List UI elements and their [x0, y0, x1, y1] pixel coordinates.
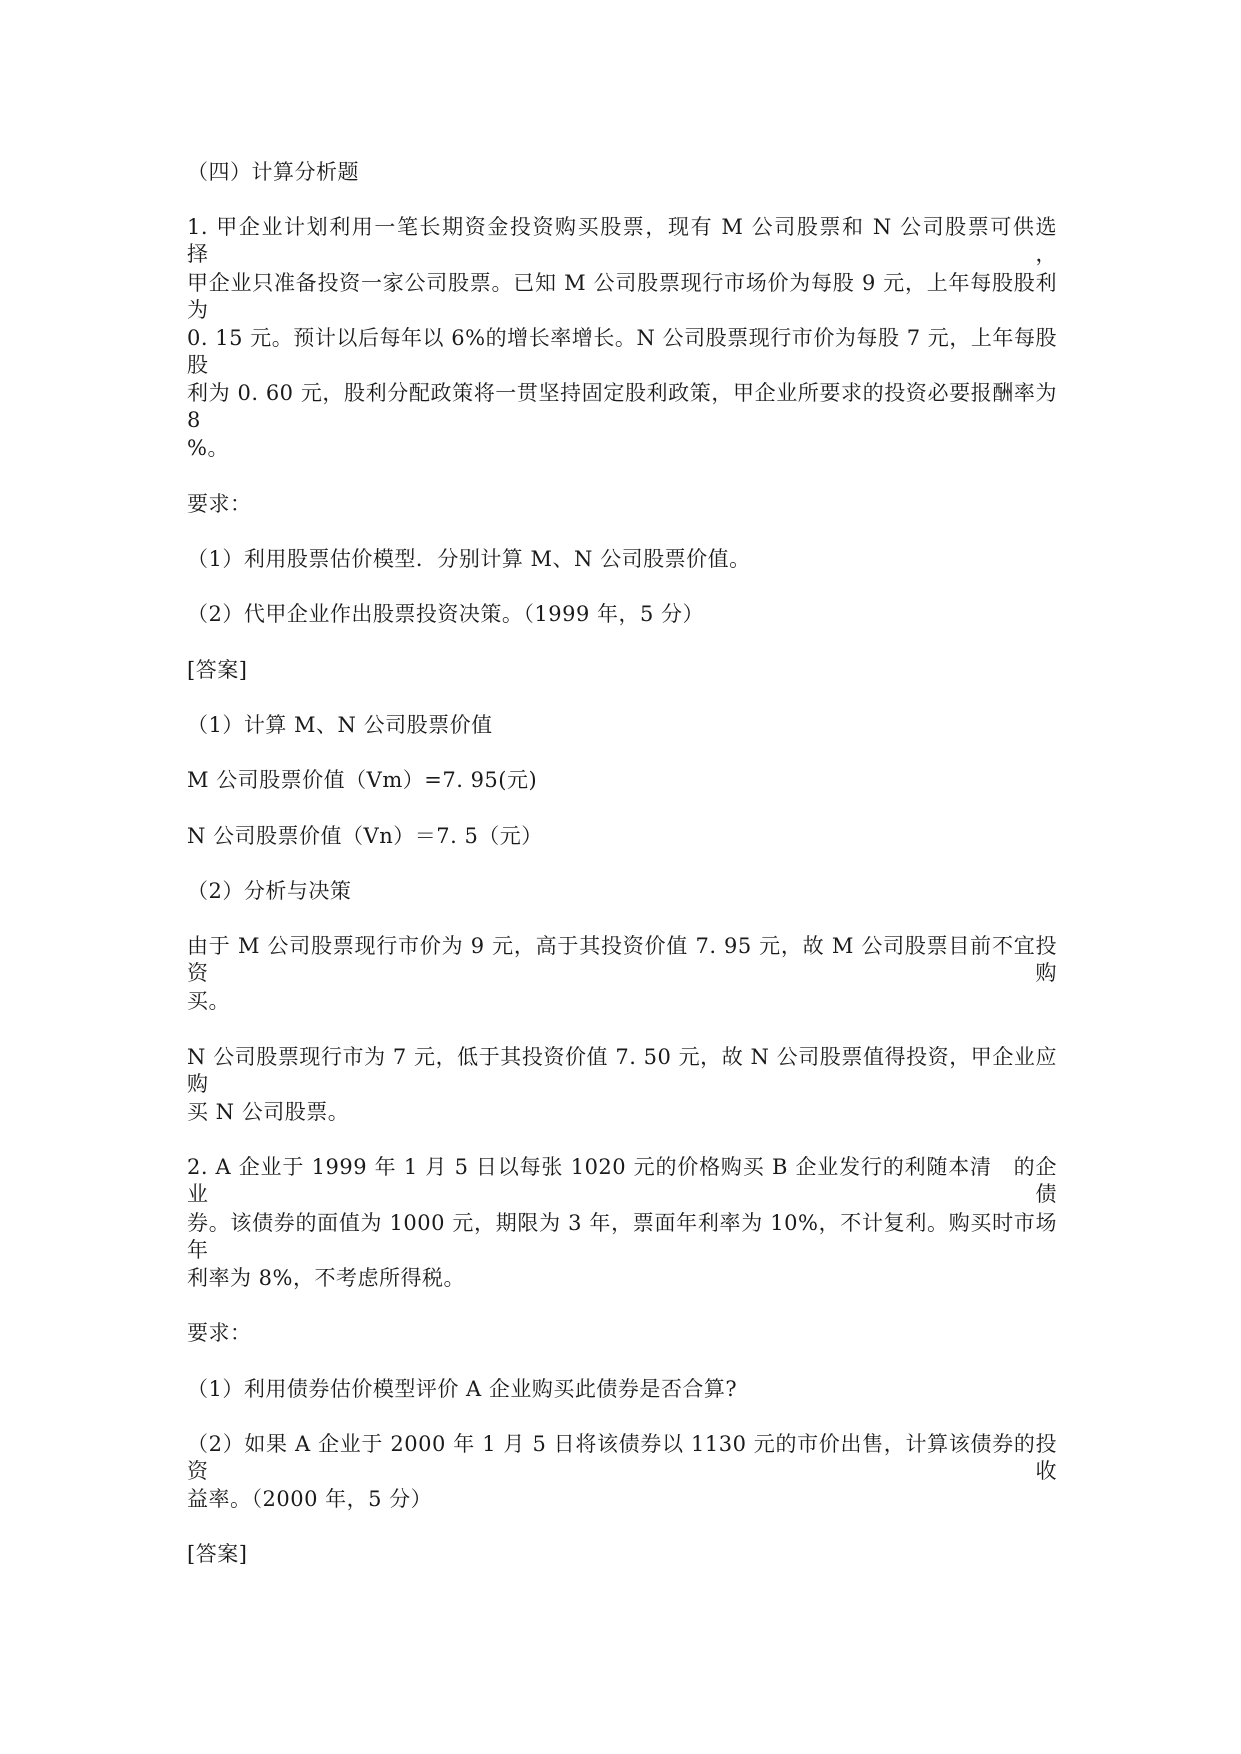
q1-text-line-3: 0. 15 元。预计以后每年以 6%的增长率增长。N 公司股票现行市价为每股 7 元，上年每股股 [187, 325, 1057, 377]
q2-requirement-2-line-1: （2）如果 A 企业于 2000 年 1 月 5 日将该债券以 1130 元的市价出售，计算该债券的投资收 [187, 1431, 1057, 1483]
q1-requirement-1: （1）利用股票估价模型．分别计算 M、N 公司股票价值。 [187, 547, 751, 572]
q2-requirements-label: 要求： [187, 1321, 252, 1346]
q1-answer-step-1: （1）计算 M、N 公司股票价值 [187, 712, 493, 737]
q2-text-line-3: 利率为 8%，不考虑所得税。 [187, 1265, 465, 1290]
q1-answer-m-line-1: 由于 M 公司股票现行市价为 9 元，高于其投资价值 7. 95 元，故 M 公司股票目前不宜投资购 [187, 934, 1057, 986]
q1-text-line-2: 甲企业只准备投资一家公司股票。已知 M 公司股票现行市场价为每股 9 元，上年每股股利为 [187, 270, 1057, 322]
q2-text-line-1: 2. A 企业于 1999 年 1 月 5 日以每张 1020 元的价格购买 B 企业发行的利随本清 的企业债 [187, 1155, 1057, 1207]
q1-text-line-1: 1. 甲企业计划利用一笔长期资金投资购买股票，现有 M 公司股票和 N 公司股票可供选择， [187, 215, 1057, 267]
q2-requirement-1: （1）利用债券估价模型评价 A 企业购买此债券是否合算? [187, 1376, 738, 1401]
q1-answer-vm: M 公司股票价值（Vm）=7. 95(元) [187, 768, 538, 793]
q1-answer-step-2: （2）分析与决策 [187, 878, 352, 903]
q1-text-line-5: %。 [187, 436, 229, 461]
q1-requirements-label: 要求： [187, 491, 252, 516]
q1-answer-vn: N 公司股票价值（Vn）＝7. 5（元） [187, 823, 543, 848]
q1-text-line-4: 利为 0. 60 元，股利分配政策将一贯坚持固定股利政策，甲企业所要求的投资必要报酬率为 8 [187, 381, 1057, 433]
q2-requirement-2-line-2: 益率。（2000 年，5 分） [187, 1487, 433, 1512]
document-body [187, 159, 1057, 1597]
q2-answer-label: [答案] [187, 1542, 248, 1567]
q2-text-line-2: 券。该债券的面值为 1000 元，期限为 3 年，票面年利率为 10%，不计复利。购买时市场年 [187, 1210, 1057, 1262]
q1-answer-n-line-1: N 公司股票现行市为 7 元，低于其投资价值 7. 50 元，故 N 公司股票值得投资，甲企业应购 [187, 1044, 1057, 1096]
q1-answer-m-line-2: 买。 [187, 989, 230, 1014]
section-heading: （四）计算分析题 [187, 160, 359, 184]
q1-answer-n-line-2: 买 N 公司股票。 [187, 1100, 350, 1125]
q1-requirement-2: （2）代甲企业作出股票投资决策。（1999 年，5 分） [187, 602, 705, 627]
q1-answer-label: [答案] [187, 657, 248, 682]
